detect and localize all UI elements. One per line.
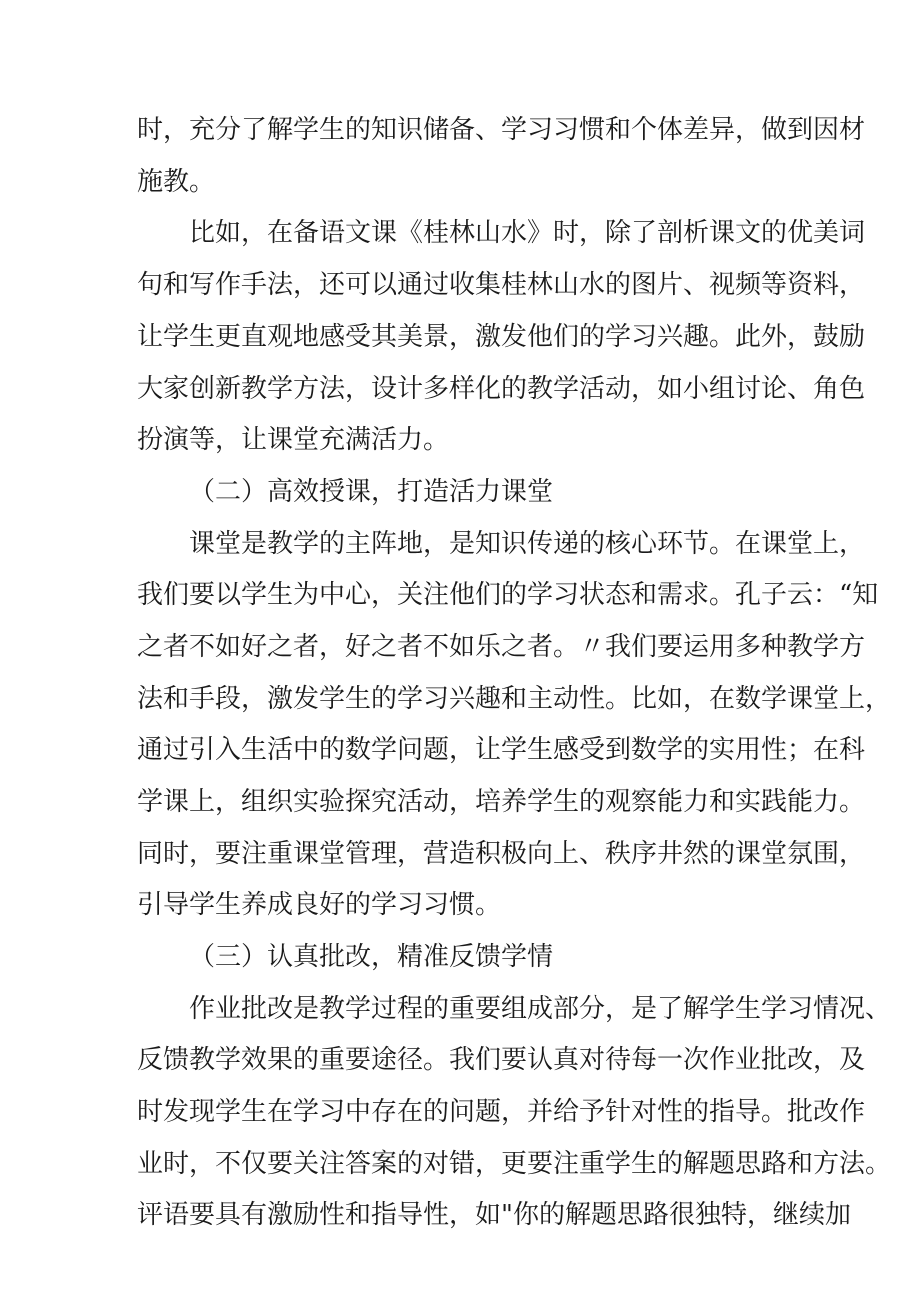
text-line: 反馈教学效果的重要途径。我们要认真对待每一次作业批改，及 — [137, 1045, 866, 1075]
text-line: 施教。 — [137, 167, 216, 197]
text-line: 业时，不仅要关注答案的对错，更要注重学生的解题思路和方法。 — [137, 1149, 892, 1179]
text-line: 之者不如好之者，好之者不如乐之者。〃我们要运用多种教学方 — [137, 632, 866, 662]
section-heading: （三）认真批改，精准反馈学情 — [189, 942, 554, 972]
section-heading: （二）高效授课，打造活力课堂 — [189, 477, 554, 507]
text-line: 通过引入生活中的数学问题，让学生感受到数学的实用性；在科 — [137, 735, 866, 765]
text-line: 同时，要注重课堂管理，营造积极向上、秩序井然的课堂氛围， — [137, 839, 866, 869]
text-line: 扮演等，让课堂充满活力。 — [137, 425, 450, 455]
text-line: 引导学生养成良好的学习习惯。 — [137, 890, 502, 920]
text-line: 时，充分了解学生的知识储备、学习习惯和个体差异，做到因材 — [137, 115, 866, 145]
text-line: 让学生更直观地感受其美景，激发他们的学习兴趣。此外，鼓励 — [137, 322, 866, 352]
text-line: 作业批改是教学过程的重要组成部分，是了解学生学习情况、 — [189, 994, 892, 1024]
text-line: 评语要具有激励性和指导性，如"你的解题思路很独特，继续加 — [137, 1200, 851, 1230]
text-line: 学课上，组织实验探究活动，培养学生的观察能力和实践能力。 — [137, 787, 866, 817]
text-line: 句和写作手法，还可以通过收集桂林山水的图片、视频等资料， — [137, 270, 866, 300]
text-line: 时发现学生在学习中存在的问题，并给予针对性的指导。批改作 — [137, 1097, 866, 1127]
text-line: 我们要以学生为中心，关注他们的学习状态和需求。孔子云：“知 — [137, 580, 879, 610]
text-line: 比如，在备语文课《桂林山水》时，除了剖析课文的优美词 — [189, 218, 866, 248]
text-line: 大家创新教学方法，设计多样化的教学活动，如小组讨论、角色 — [137, 374, 866, 404]
text-line: 法和手段，激发学生的学习兴趣和主动性。比如，在数学课堂上， — [137, 684, 892, 714]
text-line: 课堂是教学的主阵地，是知识传递的核心环节。在课堂上， — [189, 529, 866, 559]
